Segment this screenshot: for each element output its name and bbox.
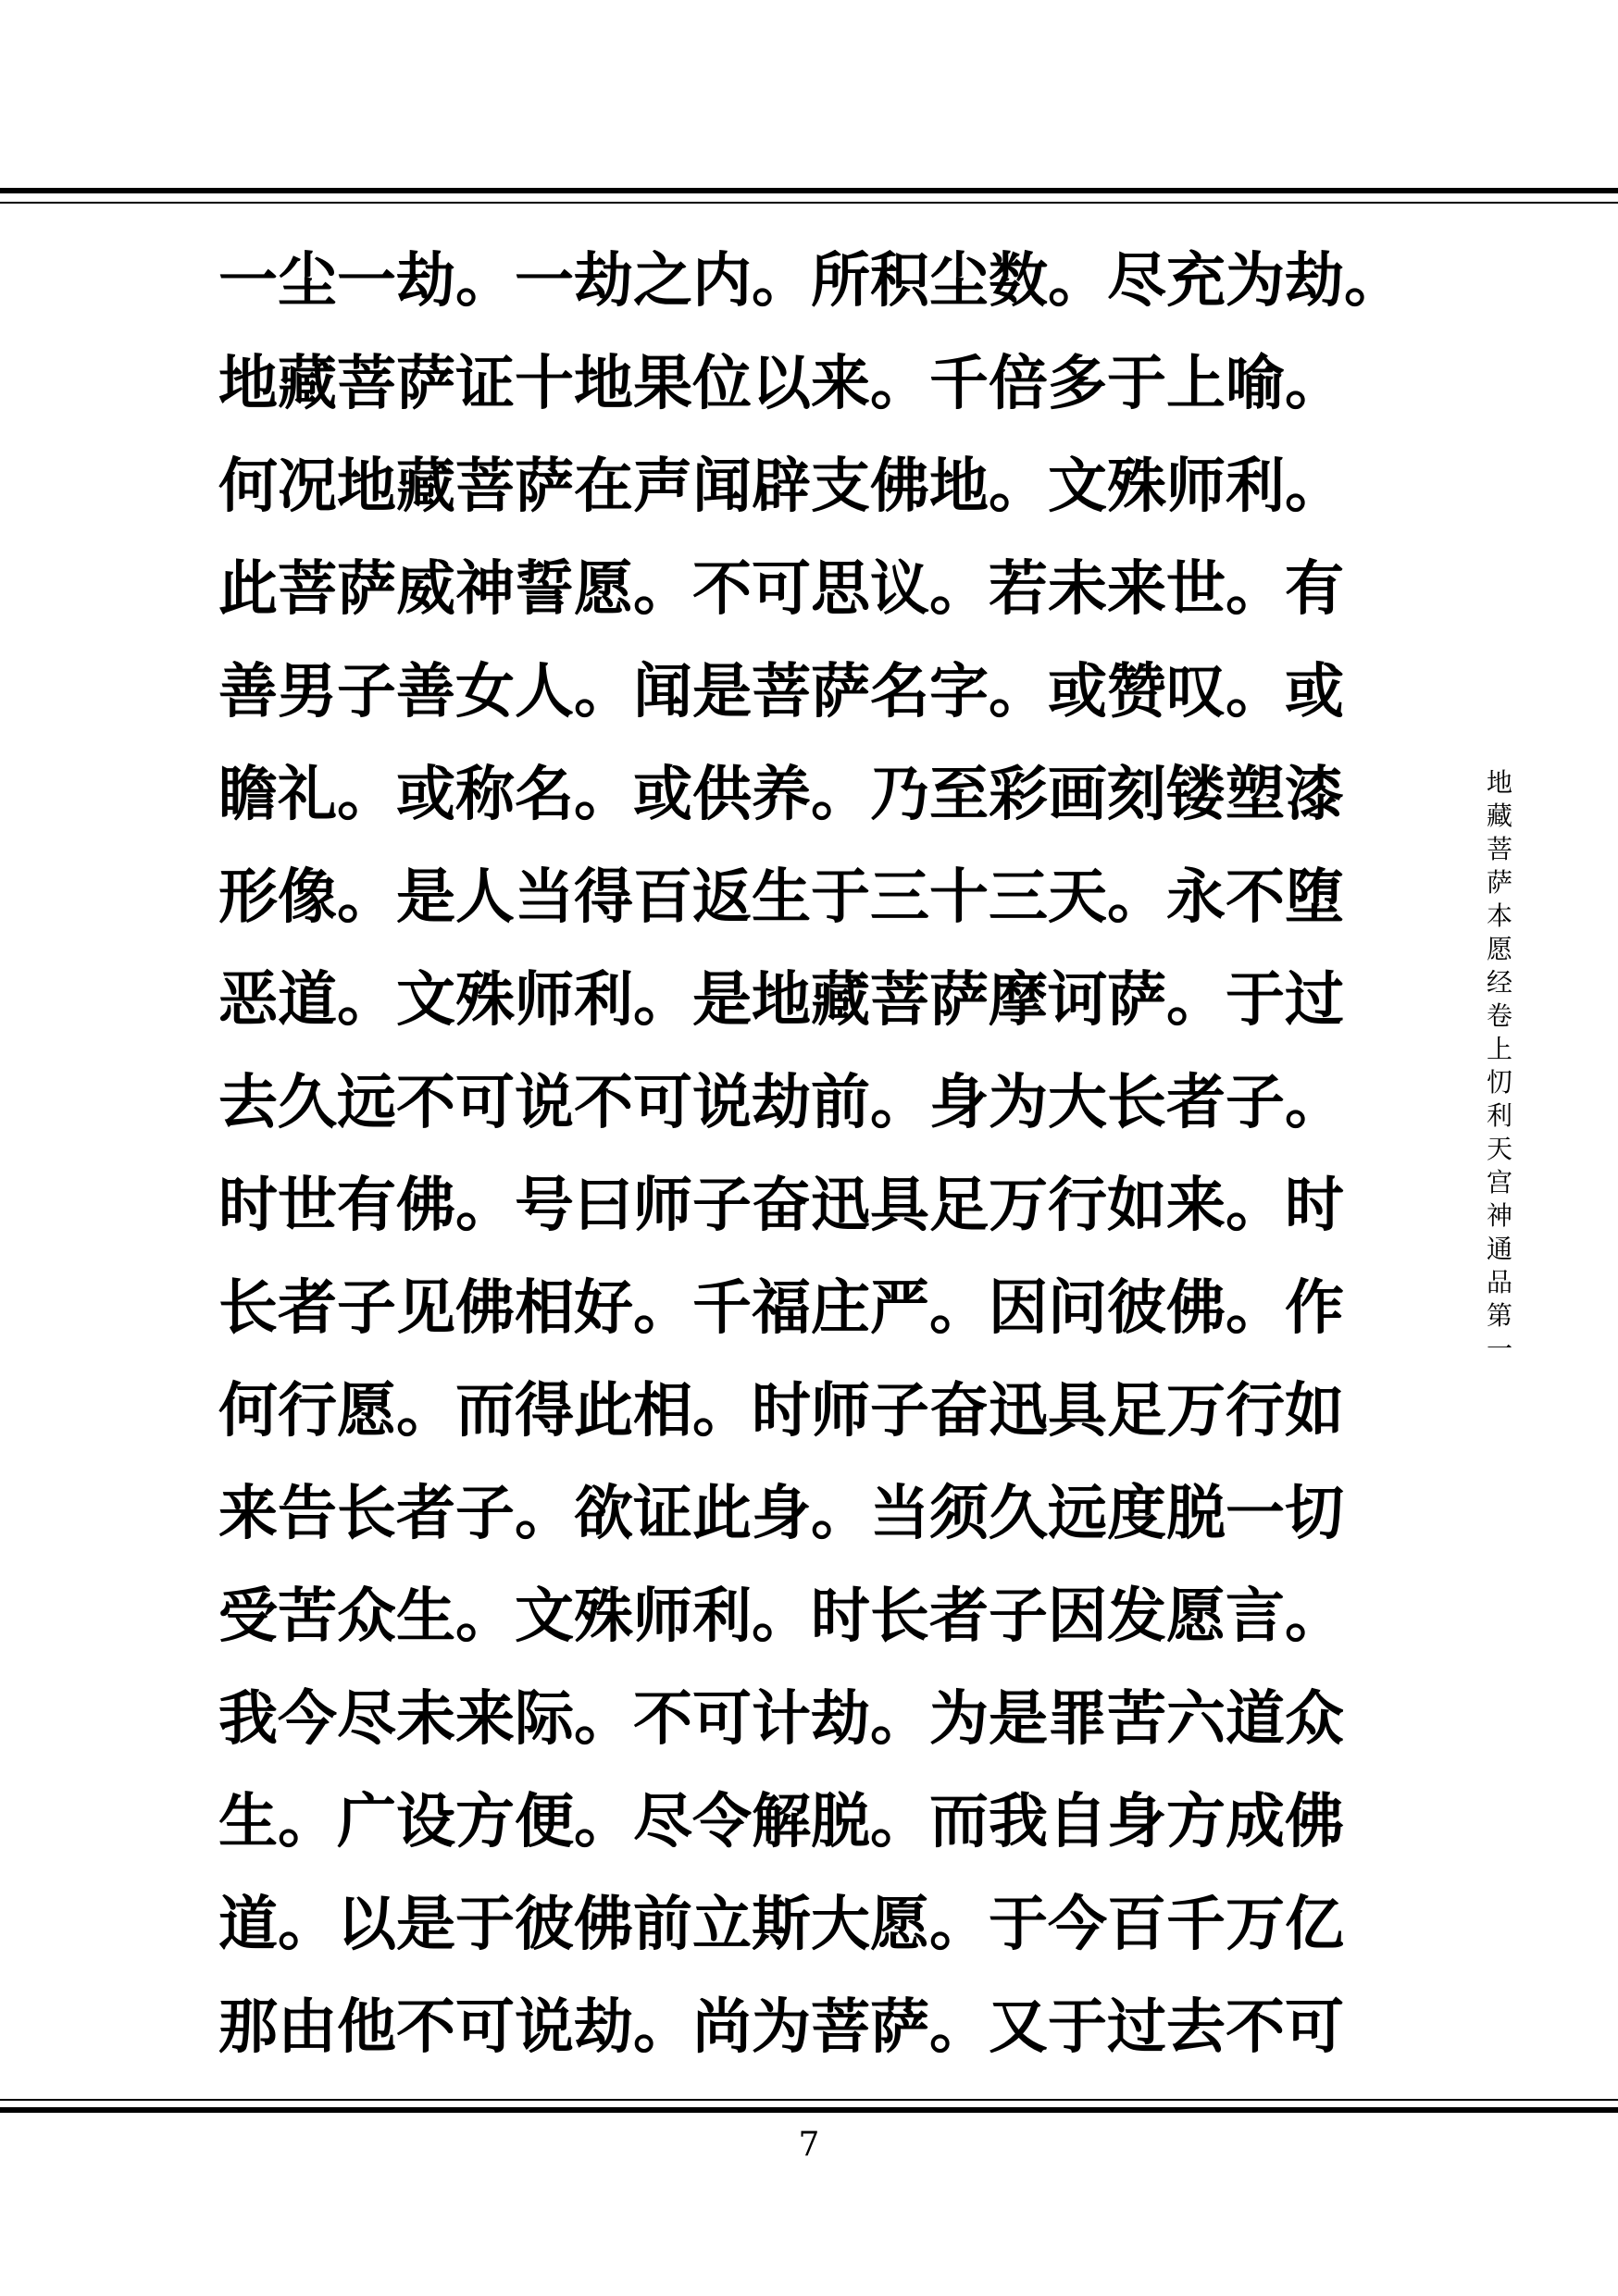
text-line: 此菩萨威神誓愿。不可思议。若未来世。有 bbox=[218, 554, 1344, 624]
text-line: 时世有佛。号曰师子奋迅具足万行如来。时 bbox=[218, 1171, 1344, 1240]
text-line: 受苦众生。文殊师利。时长者子因发愿言。 bbox=[218, 1582, 1344, 1651]
text-line: 去久远不可说不可说劫前。身为大长者子。 bbox=[218, 1068, 1344, 1137]
text-line: 那由他不可说劫。尚为菩萨。又于过去不可 bbox=[218, 1992, 1344, 2062]
text-line: 善男子善女人。闻是菩萨名字。或赞叹。或 bbox=[218, 657, 1344, 726]
running-title-vertical: 地藏菩萨本愿经卷上 忉利天宫神通品第一 bbox=[1486, 767, 1539, 1364]
text-line: 恶道。文殊师利。是地藏菩萨摩诃萨。于过 bbox=[218, 965, 1344, 1035]
bottom-border-thick bbox=[0, 2107, 1618, 2113]
bottom-border-thin bbox=[0, 2099, 1618, 2101]
top-border-thin bbox=[0, 202, 1618, 204]
text-line: 瞻礼。或称名。或供养。乃至彩画刻镂塑漆 bbox=[218, 760, 1344, 829]
text-line: 一尘一劫。一劫之内。所积尘数。尽充为劫。 bbox=[218, 246, 1403, 316]
text-line: 形像。是人当得百返生于三十三天。永不堕 bbox=[218, 863, 1344, 932]
text-line: 来告长者子。欲证此身。当须久远度脱一切 bbox=[218, 1479, 1344, 1548]
body-text bbox=[218, 230, 1403, 2079]
text-line: 长者子见佛相好。千福庄严。因问彼佛。作 bbox=[218, 1273, 1344, 1343]
text-line: 我今尽未来际。不可计劫。为是罪苦六道众 bbox=[218, 1684, 1344, 1754]
text-line: 地藏菩萨证十地果位以来。千倍多于上喻。 bbox=[218, 349, 1344, 418]
text-line: 生。广设方便。尽令解脱。而我自身方成佛 bbox=[218, 1787, 1344, 1856]
text-line: 道。以是于彼佛前立斯大愿。于今百千万亿 bbox=[218, 1890, 1344, 1959]
page-number: 7 bbox=[798, 2126, 820, 2164]
text-line: 何况地藏菩萨在声闻辟支佛地。文殊师利。 bbox=[218, 452, 1344, 521]
text-line: 何行愿。而得此相。时师子奋迅具足万行如 bbox=[218, 1376, 1344, 1446]
top-border-thick bbox=[0, 188, 1618, 193]
